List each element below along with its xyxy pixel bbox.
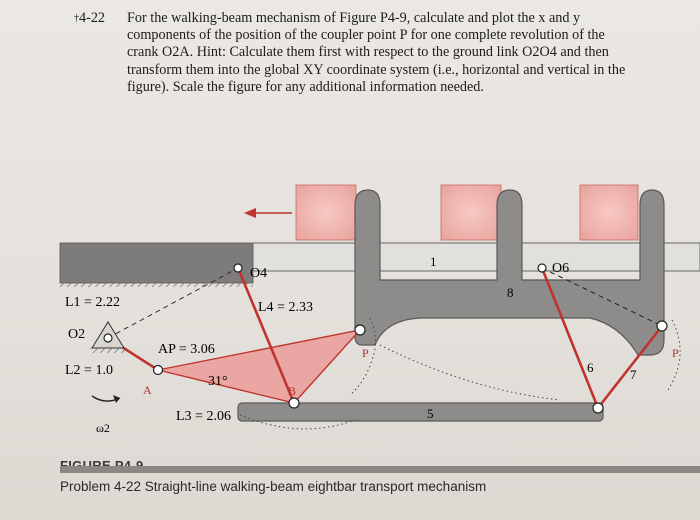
o2-ground-pivot: [90, 322, 126, 353]
link5-right-pivot: [593, 403, 603, 413]
problem-line: crank O2A. Hint: Calculate them first with respect to the ground link O2O4 and then: [127, 44, 609, 61]
label-l2: L2 = 1.0: [65, 363, 113, 378]
ground-hatch: [60, 283, 253, 287]
dagger-mark: †: [74, 13, 79, 24]
label-l1: L1 = 2.22: [65, 295, 120, 310]
label-link-5: 5: [427, 406, 434, 421]
transport-box: [296, 185, 356, 240]
o4-pivot: [234, 264, 242, 272]
transport-box: [580, 185, 638, 240]
motion-arrow: [244, 208, 292, 218]
label-o4: O4: [250, 266, 268, 281]
problem-line: transform them into the global XY coordinate system (i.e., horizontal and vertical in the: [127, 61, 626, 78]
label-p-left: P: [362, 346, 369, 360]
label-o6: O6: [552, 261, 570, 276]
o6-pivot: [538, 264, 546, 272]
problem-number-text: 4-22: [79, 10, 106, 26]
label-l3: L3 = 2.06: [176, 409, 231, 424]
label-link-1: 1: [430, 254, 437, 269]
caption-rule: [60, 466, 700, 473]
problem-line: components of the position of the coupler point P for one complete revolution of the: [127, 27, 605, 44]
ground-block: [60, 243, 253, 283]
label-ap: AP = 3.06: [158, 342, 215, 357]
p-pivot-left: [355, 325, 365, 335]
problem-line: figure). Scale the figure for any additional information needed.: [127, 78, 484, 95]
label-b: B: [288, 384, 297, 398]
label-link-6: 6: [587, 360, 594, 375]
label-o2: O2: [68, 327, 86, 342]
p-pivot-right: [657, 321, 667, 331]
omega-arrowhead: [113, 395, 120, 403]
coupler-curve-right: [380, 345, 560, 400]
label-link-7: 7: [630, 367, 637, 382]
label-angle: 31°: [208, 374, 228, 389]
ground-rail: [253, 243, 700, 271]
label-l4: L4 = 2.33: [258, 300, 313, 315]
figure-caption-text: Problem 4-22 Straight-line walking-beam eightbar transport mechanism: [60, 479, 487, 494]
label-p-right: P: [672, 346, 679, 360]
label-link-8: 8: [507, 285, 514, 300]
a-pivot: [154, 366, 163, 375]
b-pivot: [289, 398, 299, 408]
problem-line: For the walking-beam mechanism of Figure P4-9, calculate and plot the x and y: [127, 10, 581, 26]
label-a: A: [143, 383, 152, 397]
label-omega2: ω2: [96, 421, 110, 435]
coupler-triangle: [158, 330, 360, 403]
transport-box: [441, 185, 501, 240]
